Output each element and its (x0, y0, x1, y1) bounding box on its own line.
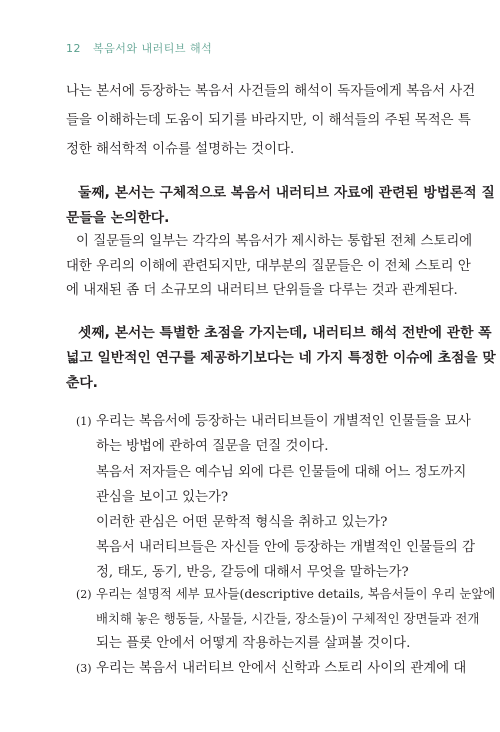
line-text: 배치해 놓은 행동들, 사물들, 시간들, 장소들)이 구체적인 장면들과 전개 (96, 611, 480, 626)
text-line (66, 257, 471, 277)
text-line (66, 208, 169, 228)
text-line (96, 513, 387, 533)
text-line (96, 634, 410, 654)
book-title: 복음서와 내러티브 해석 (93, 42, 213, 55)
line-text: 관심을 보이고 있는가? (96, 490, 229, 505)
text-line (66, 111, 471, 131)
line-text: 넓고 일반적인 연구를 제공하기보다는 네 가지 특정한 이슈에 초점을 맞 (66, 350, 496, 366)
running-header (66, 40, 212, 56)
text-line (96, 437, 329, 457)
text-line (66, 82, 475, 102)
line-text: 우리는 복음서에 등장하는 내러티브들이 개별적인 인물들을 묘사 (96, 414, 471, 429)
text-line (96, 563, 409, 583)
list-marker: (1) (76, 415, 92, 428)
line-text: 되는 플롯 안에서 어떻게 작용하는지를 살펴볼 것이다. (96, 636, 411, 651)
line-text: 문들을 논의한다. (66, 210, 170, 226)
line-text: 이러한 관심은 어떤 문학적 형식을 취하고 있는가? (96, 515, 388, 530)
text-line (76, 584, 495, 605)
text-line (76, 412, 471, 432)
line-text: 이 질문들의 일부는 각각의 복음서가 제시하는 통합된 전체 스토리에 (76, 234, 473, 249)
text-line (66, 281, 458, 301)
text-line (76, 659, 466, 679)
line-text: 정, 태도, 동기, 반응, 갈등에 대해서 무엇을 말하는가? (96, 565, 409, 580)
text-line (96, 538, 475, 558)
line-text: 복음서 내러티브들은 자신들 안에 등장하는 개별적인 인물들의 감 (96, 540, 476, 555)
line-text: 복음서 저자들은 예수님 외에 다른 인물들에 대해 어느 정도까지 (96, 465, 467, 480)
line-text: 셋째, 본서는 특별한 초점을 가지는데, 내러티브 해석 전반에 관한 폭 (78, 325, 492, 341)
text-line (66, 140, 294, 160)
line-text: 나는 본서에 등장하는 복음서 사건들의 해석이 독자들에게 복음서 사건 (66, 84, 476, 99)
line-text: 에 내재된 좀 더 소규모의 내러티브 단위들을 다루는 것과 관계된다. (66, 283, 458, 298)
line-text: 대한 우리의 이해에 관련되지만, 대부분의 질문들은 이 전체 스토리 안 (66, 259, 471, 274)
list-marker: (2) (76, 588, 92, 601)
line-text: 우리는 복음서 내러티브 안에서 신학과 스토리 사이의 관계에 대 (96, 661, 467, 676)
text-line (96, 609, 479, 629)
text-line (76, 232, 472, 252)
line-text: 들을 이해하는데 도움이 되기를 바라지만, 이 해석들의 주된 목적은 특 (66, 113, 471, 128)
line-text: 춘다. (66, 375, 98, 391)
list-marker: (3) (76, 662, 92, 675)
line-text: 둘째, 본서는 구체적으로 복음서 내러티브 자료에 관련된 방법론적 질 (78, 185, 495, 201)
text-line (78, 183, 495, 203)
text-line (66, 373, 98, 393)
text-line (66, 348, 496, 368)
line-text: 우리는 설명적 세부 묘사들(descriptive details, 복음서들이 우리 눈앞에 (96, 586, 496, 601)
line-text: 정한 해석학적 이슈를 설명하는 것이다. (66, 142, 295, 157)
text-line (96, 488, 228, 508)
page-number: 12 (66, 42, 81, 55)
text-line (78, 323, 492, 343)
text-line (96, 463, 466, 483)
line-text: 하는 방법에 관하여 질문을 던질 것이다. (96, 439, 329, 454)
